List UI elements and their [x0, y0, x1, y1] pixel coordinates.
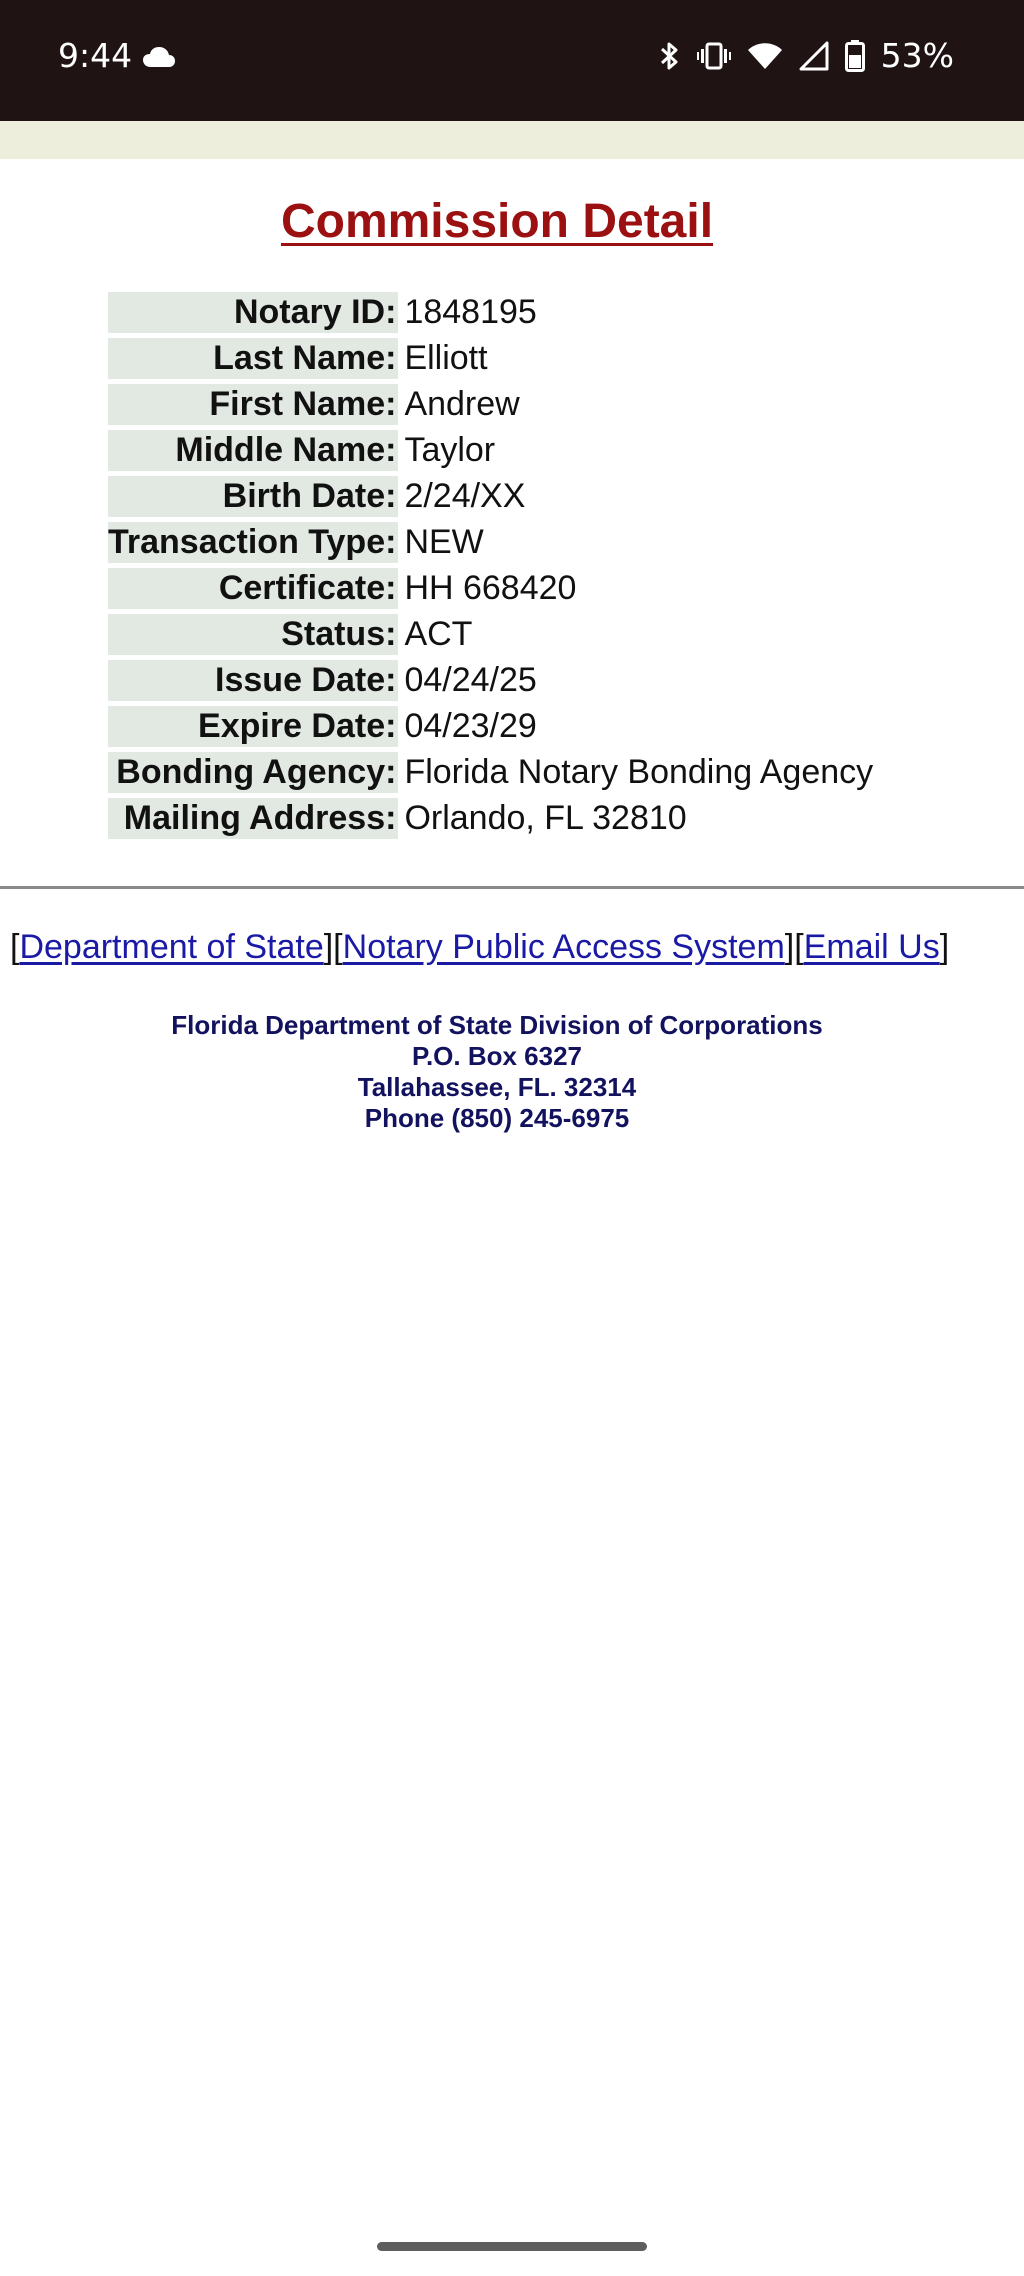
detail-row-expire-date [108, 706, 873, 747]
commission-detail-table [108, 287, 873, 844]
detail-value: HH 668420 [404, 569, 577, 607]
detail-row-last-name [108, 338, 873, 379]
bracket-text: ] [939, 928, 950, 966]
detail-row-first-name [108, 384, 873, 425]
detail-label: Middle Name: [108, 430, 398, 471]
address-line-po-box: P.O. Box 6327 [411, 1041, 583, 1071]
detail-label: First Name: [108, 384, 398, 425]
department-of-state-link[interactable]: Department of State [19, 928, 324, 966]
address-line-city: Tallahassee, FL. 32314 [357, 1072, 637, 1102]
detail-value: Taylor [404, 431, 496, 469]
cloud-icon [142, 46, 176, 68]
detail-label: Status: [108, 614, 398, 655]
footer-address [0, 1010, 994, 1134]
detail-label: Notary ID: [108, 292, 398, 333]
footer-links [10, 925, 949, 969]
cellular-signal-icon [799, 41, 829, 71]
status-time: 9:44 [58, 36, 133, 75]
detail-row-status [108, 614, 873, 655]
bluetooth-icon [659, 40, 681, 72]
email-us-link[interactable]: Email Us [803, 928, 940, 966]
notary-public-access-system-link[interactable]: Notary Public Access System [342, 928, 785, 966]
detail-label: Transaction Type: [108, 523, 397, 561]
detail-value: ACT [404, 615, 473, 653]
status-bar [0, 0, 1024, 121]
detail-label: Expire Date: [108, 706, 398, 747]
bracket-text: ][ [323, 928, 343, 966]
page-header-band [0, 121, 1024, 159]
address-line-org: Florida Department of State Division of Corporations [171, 1010, 823, 1040]
page-title: Commission Detail [280, 195, 714, 248]
vibrate-icon [697, 42, 731, 70]
detail-value: 04/24/25 [404, 661, 537, 699]
detail-label: Bonding Agency: [108, 752, 398, 793]
detail-value: 1848195 [404, 293, 537, 331]
detail-row-mailing-address [108, 798, 873, 839]
detail-row-issue-date [108, 660, 873, 701]
detail-value: Florida Notary Bonding Agency [404, 753, 874, 791]
detail-row-certificate [108, 568, 873, 609]
home-indicator[interactable] [377, 2242, 647, 2251]
detail-row-bonding-agency [108, 752, 873, 793]
bracket-text: [ [10, 928, 20, 966]
battery-icon [845, 40, 865, 72]
horizontal-divider [0, 886, 1024, 889]
bracket-text: ][ [784, 928, 804, 966]
address-line-phone: Phone (850) 245-6975 [364, 1103, 630, 1133]
detail-row-middle-name [108, 430, 873, 471]
detail-row-transaction-type [108, 522, 873, 563]
detail-row-birth-date [108, 476, 873, 517]
detail-label: Last Name: [108, 338, 398, 379]
detail-value: NEW [404, 523, 484, 561]
detail-value: 2/24/XX [404, 477, 526, 515]
status-icons [659, 36, 954, 76]
detail-label: Certificate: [108, 568, 398, 609]
battery-percent: 53% [880, 36, 954, 75]
detail-row-notary-id [108, 292, 873, 333]
detail-value: Orlando, FL 32810 [404, 799, 687, 837]
wifi-icon [747, 42, 783, 70]
detail-value: Elliott [404, 339, 488, 377]
detail-value: Andrew [404, 385, 520, 423]
detail-label: Issue Date: [108, 660, 398, 701]
detail-value: 04/23/29 [404, 707, 537, 745]
detail-label: Birth Date: [108, 476, 398, 517]
detail-label: Mailing Address: [108, 798, 398, 839]
